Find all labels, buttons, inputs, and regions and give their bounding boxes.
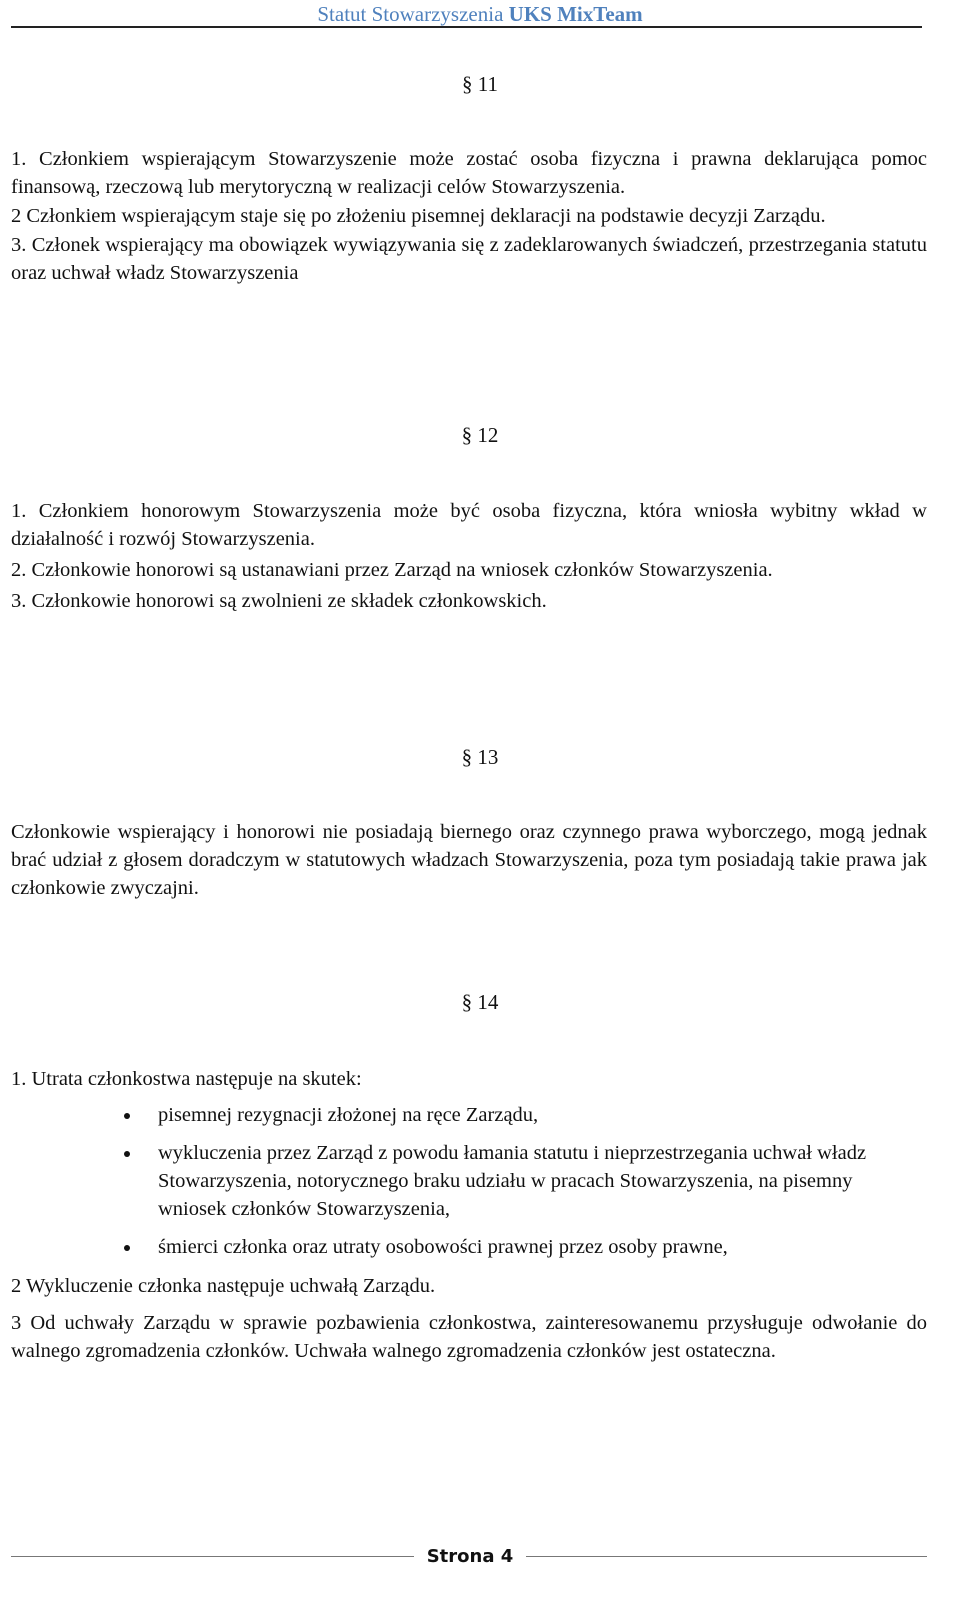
section-12-body bbox=[11, 497, 927, 615]
header-title: Statut Stowarzyszenia bbox=[317, 2, 509, 26]
section-heading-14: § 14 bbox=[461, 990, 499, 1014]
section-heading-13: § 13 bbox=[461, 745, 499, 769]
header-title-bold: UKS MixTeam bbox=[508, 2, 643, 26]
section-heading-11: § 11 bbox=[462, 72, 498, 96]
s13-text: Członkowie wspierający i honorowi nie posiadają biernego oraz czynnego prawa wyborczego, mogą jednak brać udział z głosem doradczym w statutowych władzach Stowarzyszenia, poza tym posiadają takie prawa jak członkowie zwyczajni. bbox=[11, 821, 927, 899]
page-number: Strona 4 bbox=[414, 1544, 526, 1570]
header-divider bbox=[11, 26, 922, 28]
bullet-text: wykluczenia przez Zarząd z powodu łamania statutu i nieprzestrzegania uchwał władz Stowarzyszenia, notorycznego braku udziału w pracach Stowarzyszenia, na pisemny wniosek członków Stowarzyszenia, bbox=[158, 1142, 867, 1220]
document-header bbox=[0, 0, 960, 27]
bullet-icon bbox=[124, 1245, 130, 1251]
s11-item-1: 1. Członkiem wspierającym Stowarzyszenie może zostać osoba fizyczna i prawna deklarująca pomoc finansową, rzeczową lub merytoryczną w realizacji celów Stowarzyszenia. bbox=[11, 148, 927, 198]
bullet-text: śmierci członka oraz utraty osobowości prawnej przez osoby prawne, bbox=[158, 1236, 728, 1258]
s12-item-1: 1. Członkiem honorowym Stowarzyszenia może być osoba fizyczna, która wniosła wybitny wkład w działalność i rozwój Stowarzyszenia. bbox=[11, 500, 927, 550]
s11-item-3: 3. Członek wspierający ma obowiązek wywiązywania się z zadeklarowanych świadczeń, przestrzegania statutu oraz uchwał władz Stowarzyszenia bbox=[11, 234, 927, 284]
section-heading-12: § 12 bbox=[461, 423, 499, 447]
s14-item-2: 2 Wykluczenie członka następuje uchwałą Zarządu. bbox=[11, 1275, 436, 1297]
section-11-body bbox=[11, 145, 927, 287]
s14-intro: 1. Utrata członkostwa następuje na skutek: bbox=[11, 1068, 362, 1090]
s12-item-2: 2. Członkowie honorowi są ustanawiani przez Zarząd na wniosek członków Stowarzyszenia. bbox=[11, 559, 773, 581]
section-13-body bbox=[11, 818, 927, 902]
bullet-icon bbox=[124, 1113, 130, 1119]
s12-item-3: 3. Członkowie honorowi są zwolnieni ze składek członkowskich. bbox=[11, 590, 547, 612]
s14-item-3: 3 Od uchwały Zarządu w sprawie pozbawienia członkostwa, zainteresowanemu przysługuje odwołanie do walnego zgromadzenia członków. Uchwała walnego zgromadzenia członków jest ostateczna. bbox=[11, 1312, 927, 1362]
bullet-text: pisemnej rezygnacji złożonej na ręce Zarządu, bbox=[158, 1104, 539, 1126]
bullet-icon bbox=[124, 1151, 130, 1157]
s11-item-2: 2 Członkiem wspierającym staje się po złożeniu pisemnej deklaracji na podstawie decyzji Zarządu. bbox=[11, 205, 826, 227]
